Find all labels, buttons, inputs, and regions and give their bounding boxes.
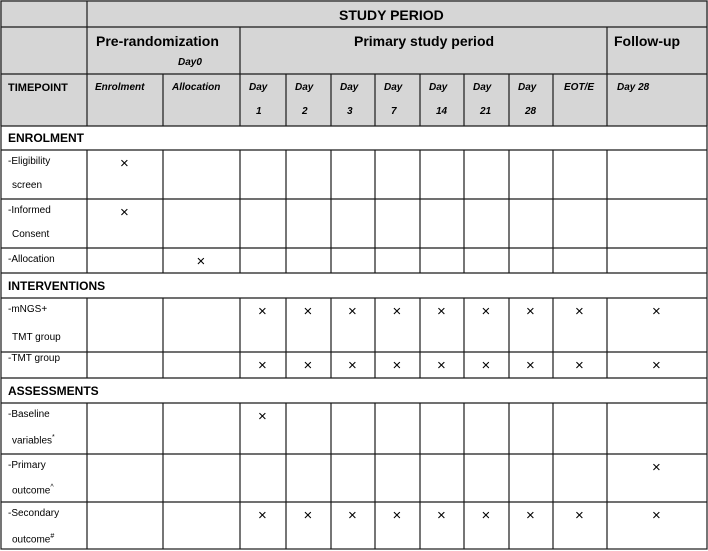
schedule-mark: × — [258, 357, 267, 374]
schedule-mark: × — [392, 507, 402, 524]
row-baseline-line1: -Baseline — [8, 409, 50, 420]
eot-column-label: EOT/E — [564, 82, 595, 93]
row-eligibility-line1: -Eligibility — [8, 156, 51, 167]
schedule-mark: × — [120, 204, 129, 221]
schedule-mark: × — [392, 303, 402, 320]
schedule-mark: × — [258, 303, 267, 320]
section-enrolment: ENROLMENT — [8, 131, 84, 145]
day-column-label-top: Day — [518, 82, 537, 93]
row-mngs-line1: -mNGS+ — [8, 304, 48, 315]
row-mngs-line2: TMT group — [12, 332, 61, 343]
day-column-label-number: 3 — [347, 106, 353, 117]
day-column-label-top: Day — [295, 82, 314, 93]
schedule-mark: × — [120, 155, 129, 172]
schedule-mark: × — [437, 507, 446, 524]
schedule-mark: × — [348, 507, 357, 524]
row-primary-line2 — [12, 484, 54, 496]
day-column-label-number: 2 — [302, 106, 308, 117]
schedule-mark: × — [437, 357, 446, 374]
schedule-mark: × — [303, 357, 313, 374]
allocation-column-label: Allocation — [172, 82, 221, 93]
row-baseline-line2-text: variables — [12, 435, 53, 447]
row-eligibility-line2: screen — [12, 180, 43, 191]
schedule-mark: × — [258, 408, 267, 425]
row-secondary-line2 — [12, 533, 54, 545]
schedule-mark: × — [196, 253, 206, 270]
schedule-mark: × — [481, 303, 491, 320]
study-period-header: STUDY PERIOD — [339, 7, 444, 23]
schedule-mark: × — [575, 357, 584, 374]
day-column-label-number: 7 — [391, 106, 397, 117]
row-secondary-line2-text: outcome — [12, 534, 51, 546]
schedule-mark: × — [575, 507, 584, 524]
row-primary-line2-text: outcome — [12, 485, 51, 497]
schedule-mark: × — [652, 507, 661, 524]
follow-up-header: Follow-up — [614, 33, 681, 49]
row-secondary-sup: # — [50, 533, 55, 540]
day-column-label-number: 21 — [480, 106, 492, 117]
day-column-label-top: Day — [249, 82, 268, 93]
schedule-mark: × — [348, 357, 357, 374]
followup-day28-label: Day 28 — [617, 82, 650, 93]
day-column-label-top: Day — [473, 82, 492, 93]
day-column-label-top: Day — [384, 82, 403, 93]
schedule-mark: × — [526, 507, 535, 524]
day-column-label-number: 28 — [525, 106, 537, 117]
day-column-label-top: Day — [340, 82, 359, 93]
day-column-label-top: Day — [429, 82, 448, 93]
schedule-mark: × — [652, 303, 661, 320]
schedule-mark: × — [575, 303, 584, 320]
day-column-label-number: 14 — [436, 106, 448, 117]
section-assessments: ASSESSMENTS — [8, 384, 99, 398]
row-consent-line2: Consent — [12, 229, 50, 240]
pre-randomization-header: Pre-randomization — [96, 33, 219, 49]
timepoint-label: TIMEPOINT — [8, 82, 68, 94]
schedule-mark: × — [652, 459, 661, 476]
schedule-mark: × — [526, 303, 535, 320]
schedule-mark: × — [481, 357, 491, 374]
row-consent-line1: -Informed — [8, 205, 51, 216]
schedule-mark: × — [437, 303, 446, 320]
schedule-mark: × — [303, 303, 313, 320]
row-baseline-sup: * — [52, 434, 55, 441]
enrolment-column-label: Enrolment — [95, 82, 145, 93]
row-tmt-line1: -TMT group — [8, 353, 61, 364]
day0-label: Day0 — [178, 57, 202, 68]
schedule-mark: × — [481, 507, 491, 524]
schedule-mark: × — [303, 507, 313, 524]
schedule-mark: × — [392, 357, 402, 374]
row-primary-line1: -Primary — [8, 460, 46, 471]
day-column-label-number: 1 — [256, 106, 262, 117]
row-primary-sup: ^ — [50, 484, 54, 491]
row-allocation-line1: -Allocation — [8, 254, 55, 265]
section-interventions: INTERVENTIONS — [8, 279, 106, 293]
primary-study-period-header: Primary study period — [354, 33, 495, 49]
schedule-mark: × — [258, 507, 267, 524]
schedule-mark: × — [348, 303, 357, 320]
schedule-mark: × — [652, 357, 661, 374]
row-secondary-line1: -Secondary — [8, 508, 60, 519]
schedule-mark: × — [526, 357, 535, 374]
row-baseline-line2 — [12, 434, 55, 446]
